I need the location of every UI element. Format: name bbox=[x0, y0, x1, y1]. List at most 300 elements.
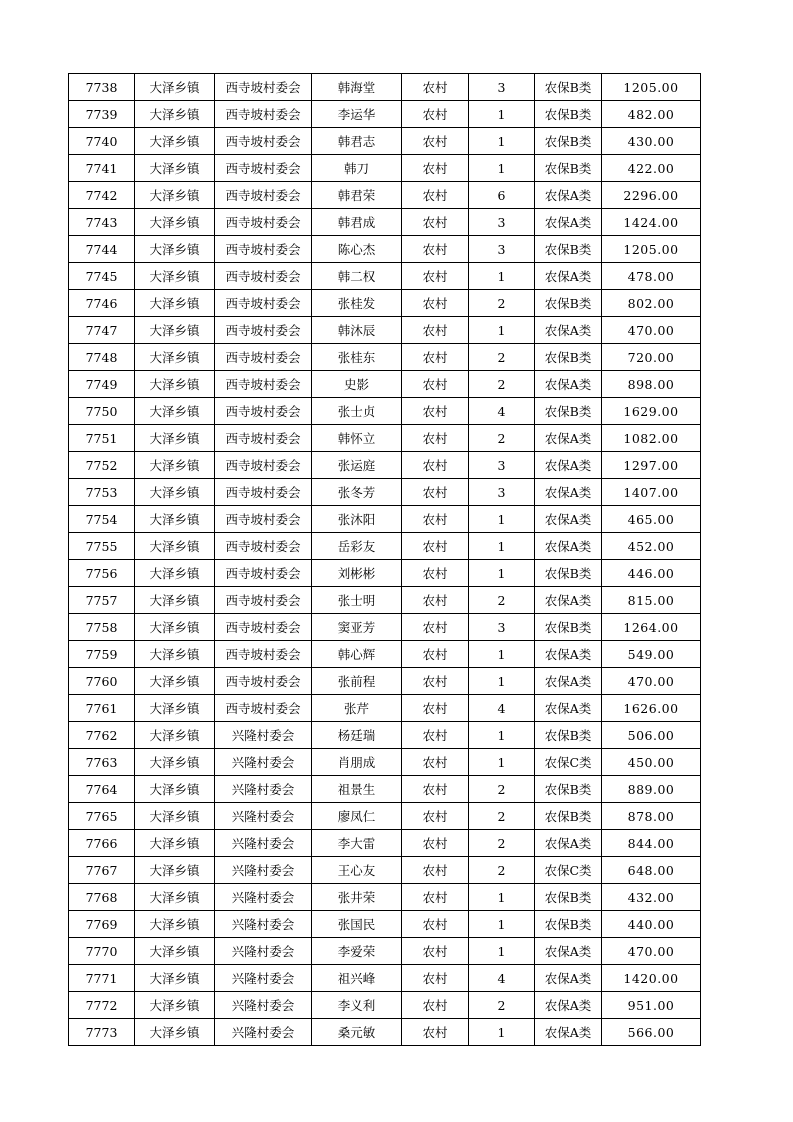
category-cell: 农保B类 bbox=[535, 398, 602, 425]
serial-cell: 7770 bbox=[69, 938, 135, 965]
township-cell: 大泽乡镇 bbox=[135, 614, 215, 641]
household-size-cell: 2 bbox=[469, 371, 535, 398]
serial-cell: 7752 bbox=[69, 452, 135, 479]
table-row bbox=[69, 290, 701, 317]
category-cell: 农保A类 bbox=[535, 641, 602, 668]
name-cell: 韩君荣 bbox=[312, 182, 402, 209]
category-cell: 农保B类 bbox=[535, 344, 602, 371]
name-cell: 韩沐辰 bbox=[312, 317, 402, 344]
township-cell: 大泽乡镇 bbox=[135, 587, 215, 614]
township-cell: 大泽乡镇 bbox=[135, 1019, 215, 1046]
township-cell: 大泽乡镇 bbox=[135, 371, 215, 398]
serial-cell: 7757 bbox=[69, 587, 135, 614]
category-cell: 农保B类 bbox=[535, 911, 602, 938]
name-cell: 李大雷 bbox=[312, 830, 402, 857]
category-cell: 农保B类 bbox=[535, 722, 602, 749]
household-size-cell: 1 bbox=[469, 317, 535, 344]
table-row bbox=[69, 911, 701, 938]
category-cell: 农保A类 bbox=[535, 587, 602, 614]
household-size-cell: 3 bbox=[469, 479, 535, 506]
table-row bbox=[69, 695, 701, 722]
table-row bbox=[69, 668, 701, 695]
household-size-cell: 1 bbox=[469, 101, 535, 128]
serial-cell: 7769 bbox=[69, 911, 135, 938]
serial-cell: 7772 bbox=[69, 992, 135, 1019]
township-cell: 大泽乡镇 bbox=[135, 668, 215, 695]
table-row bbox=[69, 182, 701, 209]
table-row bbox=[69, 371, 701, 398]
amount-cell: 465.00 bbox=[602, 506, 701, 533]
category-cell: 农保B类 bbox=[535, 803, 602, 830]
village-cell: 西寺坡村委会 bbox=[215, 641, 312, 668]
village-cell: 兴隆村委会 bbox=[215, 749, 312, 776]
area-type-cell: 农村 bbox=[402, 803, 469, 830]
household-size-cell: 4 bbox=[469, 695, 535, 722]
benefit-table bbox=[68, 73, 701, 1046]
amount-cell: 482.00 bbox=[602, 101, 701, 128]
table-row bbox=[69, 398, 701, 425]
village-cell: 西寺坡村委会 bbox=[215, 317, 312, 344]
household-size-cell: 2 bbox=[469, 857, 535, 884]
village-cell: 兴隆村委会 bbox=[215, 722, 312, 749]
area-type-cell: 农村 bbox=[402, 776, 469, 803]
amount-cell: 470.00 bbox=[602, 317, 701, 344]
area-type-cell: 农村 bbox=[402, 290, 469, 317]
serial-cell: 7745 bbox=[69, 263, 135, 290]
category-cell: 农保B类 bbox=[535, 155, 602, 182]
category-cell: 农保A类 bbox=[535, 668, 602, 695]
household-size-cell: 6 bbox=[469, 182, 535, 209]
serial-cell: 7760 bbox=[69, 668, 135, 695]
serial-cell: 7741 bbox=[69, 155, 135, 182]
category-cell: 农保B类 bbox=[535, 74, 602, 101]
category-cell: 农保A类 bbox=[535, 965, 602, 992]
township-cell: 大泽乡镇 bbox=[135, 884, 215, 911]
name-cell: 杨廷瑞 bbox=[312, 722, 402, 749]
name-cell: 祖景生 bbox=[312, 776, 402, 803]
household-size-cell: 1 bbox=[469, 641, 535, 668]
village-cell: 兴隆村委会 bbox=[215, 911, 312, 938]
township-cell: 大泽乡镇 bbox=[135, 209, 215, 236]
amount-cell: 422.00 bbox=[602, 155, 701, 182]
category-cell: 农保A类 bbox=[535, 506, 602, 533]
area-type-cell: 农村 bbox=[402, 209, 469, 236]
category-cell: 农保A类 bbox=[535, 695, 602, 722]
area-type-cell: 农村 bbox=[402, 695, 469, 722]
area-type-cell: 农村 bbox=[402, 884, 469, 911]
area-type-cell: 农村 bbox=[402, 182, 469, 209]
name-cell: 史影 bbox=[312, 371, 402, 398]
township-cell: 大泽乡镇 bbox=[135, 290, 215, 317]
name-cell: 张士明 bbox=[312, 587, 402, 614]
name-cell: 廖凤仁 bbox=[312, 803, 402, 830]
table-row bbox=[69, 803, 701, 830]
serial-cell: 7759 bbox=[69, 641, 135, 668]
area-type-cell: 农村 bbox=[402, 965, 469, 992]
category-cell: 农保A类 bbox=[535, 830, 602, 857]
township-cell: 大泽乡镇 bbox=[135, 749, 215, 776]
amount-cell: 470.00 bbox=[602, 938, 701, 965]
serial-cell: 7750 bbox=[69, 398, 135, 425]
category-cell: 农保C类 bbox=[535, 857, 602, 884]
household-size-cell: 1 bbox=[469, 911, 535, 938]
village-cell: 兴隆村委会 bbox=[215, 965, 312, 992]
township-cell: 大泽乡镇 bbox=[135, 857, 215, 884]
household-size-cell: 1 bbox=[469, 884, 535, 911]
township-cell: 大泽乡镇 bbox=[135, 560, 215, 587]
household-size-cell: 3 bbox=[469, 614, 535, 641]
amount-cell: 470.00 bbox=[602, 668, 701, 695]
category-cell: 农保A类 bbox=[535, 209, 602, 236]
amount-cell: 566.00 bbox=[602, 1019, 701, 1046]
township-cell: 大泽乡镇 bbox=[135, 965, 215, 992]
amount-cell: 450.00 bbox=[602, 749, 701, 776]
serial-cell: 7738 bbox=[69, 74, 135, 101]
township-cell: 大泽乡镇 bbox=[135, 398, 215, 425]
township-cell: 大泽乡镇 bbox=[135, 344, 215, 371]
village-cell: 西寺坡村委会 bbox=[215, 695, 312, 722]
amount-cell: 1629.00 bbox=[602, 398, 701, 425]
table-row bbox=[69, 749, 701, 776]
category-cell: 农保B类 bbox=[535, 290, 602, 317]
table-row bbox=[69, 236, 701, 263]
category-cell: 农保A类 bbox=[535, 263, 602, 290]
village-cell: 西寺坡村委会 bbox=[215, 533, 312, 560]
amount-cell: 951.00 bbox=[602, 992, 701, 1019]
serial-cell: 7753 bbox=[69, 479, 135, 506]
serial-cell: 7742 bbox=[69, 182, 135, 209]
amount-cell: 1626.00 bbox=[602, 695, 701, 722]
name-cell: 张桂发 bbox=[312, 290, 402, 317]
area-type-cell: 农村 bbox=[402, 614, 469, 641]
serial-cell: 7746 bbox=[69, 290, 135, 317]
household-size-cell: 2 bbox=[469, 992, 535, 1019]
category-cell: 农保A类 bbox=[535, 533, 602, 560]
village-cell: 兴隆村委会 bbox=[215, 884, 312, 911]
table-row bbox=[69, 830, 701, 857]
table-body bbox=[69, 74, 701, 1046]
serial-cell: 7755 bbox=[69, 533, 135, 560]
amount-cell: 878.00 bbox=[602, 803, 701, 830]
category-cell: 农保A类 bbox=[535, 938, 602, 965]
name-cell: 王心友 bbox=[312, 857, 402, 884]
serial-cell: 7761 bbox=[69, 695, 135, 722]
area-type-cell: 农村 bbox=[402, 371, 469, 398]
township-cell: 大泽乡镇 bbox=[135, 911, 215, 938]
village-cell: 西寺坡村委会 bbox=[215, 398, 312, 425]
table-row bbox=[69, 74, 701, 101]
amount-cell: 440.00 bbox=[602, 911, 701, 938]
township-cell: 大泽乡镇 bbox=[135, 695, 215, 722]
village-cell: 兴隆村委会 bbox=[215, 992, 312, 1019]
area-type-cell: 农村 bbox=[402, 533, 469, 560]
household-size-cell: 2 bbox=[469, 803, 535, 830]
name-cell: 肖朋成 bbox=[312, 749, 402, 776]
name-cell: 刘彬彬 bbox=[312, 560, 402, 587]
area-type-cell: 农村 bbox=[402, 1019, 469, 1046]
household-size-cell: 3 bbox=[469, 74, 535, 101]
household-size-cell: 1 bbox=[469, 155, 535, 182]
amount-cell: 898.00 bbox=[602, 371, 701, 398]
serial-cell: 7743 bbox=[69, 209, 135, 236]
household-size-cell: 3 bbox=[469, 209, 535, 236]
category-cell: 农保A类 bbox=[535, 425, 602, 452]
serial-cell: 7756 bbox=[69, 560, 135, 587]
village-cell: 西寺坡村委会 bbox=[215, 182, 312, 209]
category-cell: 农保B类 bbox=[535, 560, 602, 587]
serial-cell: 7758 bbox=[69, 614, 135, 641]
table-row bbox=[69, 965, 701, 992]
township-cell: 大泽乡镇 bbox=[135, 155, 215, 182]
household-size-cell: 1 bbox=[469, 533, 535, 560]
area-type-cell: 农村 bbox=[402, 722, 469, 749]
area-type-cell: 农村 bbox=[402, 668, 469, 695]
serial-cell: 7764 bbox=[69, 776, 135, 803]
village-cell: 西寺坡村委会 bbox=[215, 344, 312, 371]
household-size-cell: 4 bbox=[469, 965, 535, 992]
serial-cell: 7751 bbox=[69, 425, 135, 452]
area-type-cell: 农村 bbox=[402, 560, 469, 587]
table-row bbox=[69, 857, 701, 884]
village-cell: 兴隆村委会 bbox=[215, 830, 312, 857]
township-cell: 大泽乡镇 bbox=[135, 425, 215, 452]
category-cell: 农保B类 bbox=[535, 236, 602, 263]
name-cell: 张士贞 bbox=[312, 398, 402, 425]
village-cell: 西寺坡村委会 bbox=[215, 290, 312, 317]
serial-cell: 7765 bbox=[69, 803, 135, 830]
area-type-cell: 农村 bbox=[402, 857, 469, 884]
amount-cell: 815.00 bbox=[602, 587, 701, 614]
serial-cell: 7773 bbox=[69, 1019, 135, 1046]
serial-cell: 7747 bbox=[69, 317, 135, 344]
serial-cell: 7744 bbox=[69, 236, 135, 263]
table-row bbox=[69, 506, 701, 533]
amount-cell: 446.00 bbox=[602, 560, 701, 587]
area-type-cell: 农村 bbox=[402, 236, 469, 263]
name-cell: 李运华 bbox=[312, 101, 402, 128]
area-type-cell: 农村 bbox=[402, 128, 469, 155]
name-cell: 韩怀立 bbox=[312, 425, 402, 452]
table-row bbox=[69, 560, 701, 587]
name-cell: 张冬芳 bbox=[312, 479, 402, 506]
amount-cell: 720.00 bbox=[602, 344, 701, 371]
table-row bbox=[69, 128, 701, 155]
household-size-cell: 1 bbox=[469, 560, 535, 587]
amount-cell: 1424.00 bbox=[602, 209, 701, 236]
amount-cell: 1082.00 bbox=[602, 425, 701, 452]
village-cell: 兴隆村委会 bbox=[215, 938, 312, 965]
village-cell: 西寺坡村委会 bbox=[215, 425, 312, 452]
township-cell: 大泽乡镇 bbox=[135, 776, 215, 803]
township-cell: 大泽乡镇 bbox=[135, 74, 215, 101]
household-size-cell: 2 bbox=[469, 425, 535, 452]
amount-cell: 889.00 bbox=[602, 776, 701, 803]
township-cell: 大泽乡镇 bbox=[135, 101, 215, 128]
name-cell: 桑元敏 bbox=[312, 1019, 402, 1046]
area-type-cell: 农村 bbox=[402, 263, 469, 290]
household-size-cell: 1 bbox=[469, 668, 535, 695]
area-type-cell: 农村 bbox=[402, 425, 469, 452]
serial-cell: 7748 bbox=[69, 344, 135, 371]
village-cell: 西寺坡村委会 bbox=[215, 668, 312, 695]
category-cell: 农保A类 bbox=[535, 1019, 602, 1046]
table-row bbox=[69, 425, 701, 452]
category-cell: 农保C类 bbox=[535, 749, 602, 776]
serial-cell: 7771 bbox=[69, 965, 135, 992]
village-cell: 兴隆村委会 bbox=[215, 776, 312, 803]
serial-cell: 7768 bbox=[69, 884, 135, 911]
name-cell: 李义利 bbox=[312, 992, 402, 1019]
serial-cell: 7766 bbox=[69, 830, 135, 857]
household-size-cell: 1 bbox=[469, 938, 535, 965]
serial-cell: 7740 bbox=[69, 128, 135, 155]
category-cell: 农保A类 bbox=[535, 371, 602, 398]
household-size-cell: 1 bbox=[469, 722, 535, 749]
household-size-cell: 1 bbox=[469, 263, 535, 290]
name-cell: 祖兴峰 bbox=[312, 965, 402, 992]
area-type-cell: 农村 bbox=[402, 344, 469, 371]
household-size-cell: 2 bbox=[469, 290, 535, 317]
township-cell: 大泽乡镇 bbox=[135, 236, 215, 263]
amount-cell: 478.00 bbox=[602, 263, 701, 290]
amount-cell: 506.00 bbox=[602, 722, 701, 749]
township-cell: 大泽乡镇 bbox=[135, 182, 215, 209]
area-type-cell: 农村 bbox=[402, 911, 469, 938]
township-cell: 大泽乡镇 bbox=[135, 722, 215, 749]
table-row bbox=[69, 641, 701, 668]
amount-cell: 1205.00 bbox=[602, 74, 701, 101]
table-row bbox=[69, 263, 701, 290]
area-type-cell: 农村 bbox=[402, 101, 469, 128]
table-row bbox=[69, 479, 701, 506]
village-cell: 西寺坡村委会 bbox=[215, 560, 312, 587]
name-cell: 韩君志 bbox=[312, 128, 402, 155]
township-cell: 大泽乡镇 bbox=[135, 452, 215, 479]
amount-cell: 844.00 bbox=[602, 830, 701, 857]
amount-cell: 549.00 bbox=[602, 641, 701, 668]
category-cell: 农保A类 bbox=[535, 317, 602, 344]
amount-cell: 1205.00 bbox=[602, 236, 701, 263]
name-cell: 张国民 bbox=[312, 911, 402, 938]
village-cell: 西寺坡村委会 bbox=[215, 263, 312, 290]
serial-cell: 7739 bbox=[69, 101, 135, 128]
amount-cell: 648.00 bbox=[602, 857, 701, 884]
serial-cell: 7749 bbox=[69, 371, 135, 398]
name-cell: 张芹 bbox=[312, 695, 402, 722]
area-type-cell: 农村 bbox=[402, 938, 469, 965]
village-cell: 西寺坡村委会 bbox=[215, 506, 312, 533]
table-row bbox=[69, 101, 701, 128]
table-row bbox=[69, 209, 701, 236]
area-type-cell: 农村 bbox=[402, 992, 469, 1019]
serial-cell: 7767 bbox=[69, 857, 135, 884]
village-cell: 兴隆村委会 bbox=[215, 803, 312, 830]
area-type-cell: 农村 bbox=[402, 587, 469, 614]
category-cell: 农保B类 bbox=[535, 776, 602, 803]
serial-cell: 7762 bbox=[69, 722, 135, 749]
serial-cell: 7754 bbox=[69, 506, 135, 533]
area-type-cell: 农村 bbox=[402, 830, 469, 857]
category-cell: 农保B类 bbox=[535, 101, 602, 128]
name-cell: 窦亚芳 bbox=[312, 614, 402, 641]
household-size-cell: 1 bbox=[469, 506, 535, 533]
village-cell: 西寺坡村委会 bbox=[215, 452, 312, 479]
name-cell: 张前程 bbox=[312, 668, 402, 695]
name-cell: 韩海堂 bbox=[312, 74, 402, 101]
township-cell: 大泽乡镇 bbox=[135, 263, 215, 290]
township-cell: 大泽乡镇 bbox=[135, 317, 215, 344]
name-cell: 韩君成 bbox=[312, 209, 402, 236]
name-cell: 韩二权 bbox=[312, 263, 402, 290]
household-size-cell: 1 bbox=[469, 128, 535, 155]
category-cell: 农保A类 bbox=[535, 452, 602, 479]
township-cell: 大泽乡镇 bbox=[135, 830, 215, 857]
name-cell: 张桂东 bbox=[312, 344, 402, 371]
township-cell: 大泽乡镇 bbox=[135, 992, 215, 1019]
table-row bbox=[69, 938, 701, 965]
area-type-cell: 农村 bbox=[402, 398, 469, 425]
amount-cell: 432.00 bbox=[602, 884, 701, 911]
name-cell: 韩心辉 bbox=[312, 641, 402, 668]
name-cell: 张沐阳 bbox=[312, 506, 402, 533]
category-cell: 农保B类 bbox=[535, 884, 602, 911]
area-type-cell: 农村 bbox=[402, 479, 469, 506]
name-cell: 韩刀 bbox=[312, 155, 402, 182]
area-type-cell: 农村 bbox=[402, 641, 469, 668]
township-cell: 大泽乡镇 bbox=[135, 938, 215, 965]
household-size-cell: 2 bbox=[469, 830, 535, 857]
table-row bbox=[69, 776, 701, 803]
table-row bbox=[69, 884, 701, 911]
village-cell: 西寺坡村委会 bbox=[215, 479, 312, 506]
village-cell: 西寺坡村委会 bbox=[215, 614, 312, 641]
category-cell: 农保A类 bbox=[535, 992, 602, 1019]
village-cell: 西寺坡村委会 bbox=[215, 587, 312, 614]
name-cell: 岳彩友 bbox=[312, 533, 402, 560]
amount-cell: 1407.00 bbox=[602, 479, 701, 506]
amount-cell: 802.00 bbox=[602, 290, 701, 317]
village-cell: 西寺坡村委会 bbox=[215, 236, 312, 263]
table-row bbox=[69, 344, 701, 371]
name-cell: 张运庭 bbox=[312, 452, 402, 479]
household-size-cell: 1 bbox=[469, 1019, 535, 1046]
area-type-cell: 农村 bbox=[402, 506, 469, 533]
village-cell: 西寺坡村委会 bbox=[215, 74, 312, 101]
township-cell: 大泽乡镇 bbox=[135, 803, 215, 830]
name-cell: 李爱荣 bbox=[312, 938, 402, 965]
table-row bbox=[69, 1019, 701, 1046]
household-size-cell: 2 bbox=[469, 776, 535, 803]
area-type-cell: 农村 bbox=[402, 452, 469, 479]
amount-cell: 430.00 bbox=[602, 128, 701, 155]
household-size-cell: 2 bbox=[469, 344, 535, 371]
table-row bbox=[69, 722, 701, 749]
village-cell: 西寺坡村委会 bbox=[215, 371, 312, 398]
category-cell: 农保A类 bbox=[535, 182, 602, 209]
table-row bbox=[69, 317, 701, 344]
area-type-cell: 农村 bbox=[402, 74, 469, 101]
amount-cell: 1264.00 bbox=[602, 614, 701, 641]
village-cell: 兴隆村委会 bbox=[215, 1019, 312, 1046]
amount-cell: 1297.00 bbox=[602, 452, 701, 479]
village-cell: 西寺坡村委会 bbox=[215, 128, 312, 155]
village-cell: 西寺坡村委会 bbox=[215, 155, 312, 182]
amount-cell: 1420.00 bbox=[602, 965, 701, 992]
name-cell: 陈心杰 bbox=[312, 236, 402, 263]
area-type-cell: 农村 bbox=[402, 317, 469, 344]
table-row bbox=[69, 587, 701, 614]
table-row bbox=[69, 155, 701, 182]
